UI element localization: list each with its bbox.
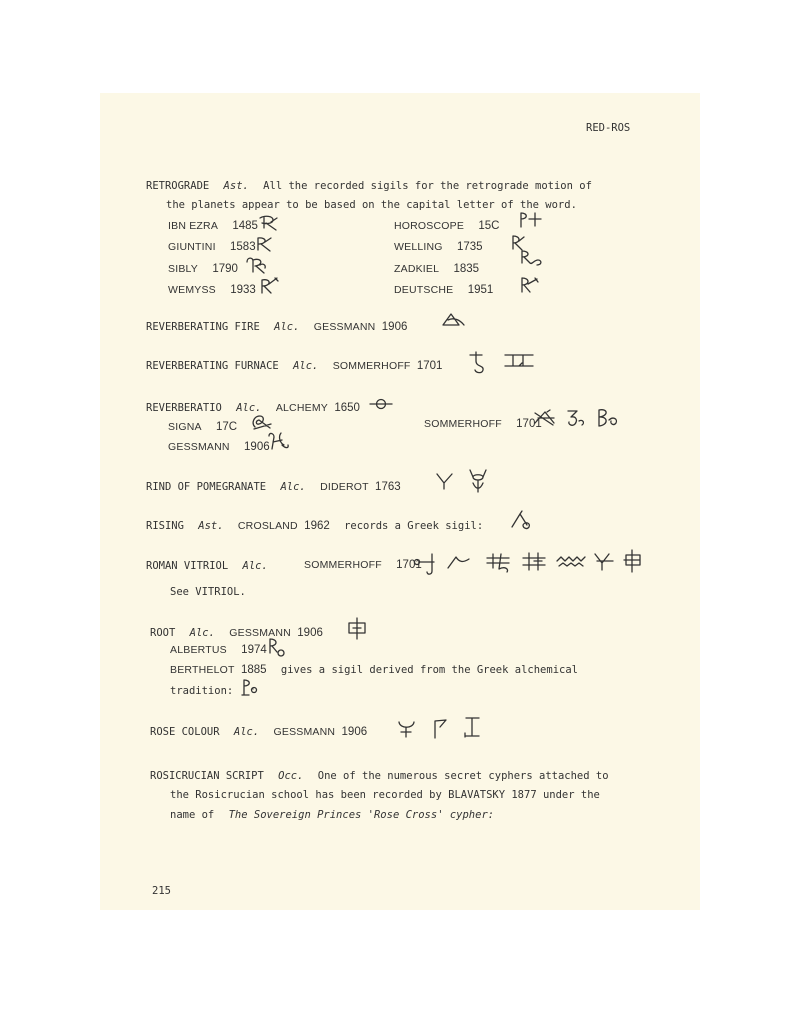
- root-sigil-berthelot: [239, 677, 261, 699]
- see-also: See VITRIOL.: [170, 586, 246, 598]
- retrograde-sigil-ibn-ezra: [257, 214, 281, 232]
- entry-term: RETROGRADE: [146, 180, 210, 192]
- entry-rose-colour: ROSE COLOUR Alc. GESSMANN 1906: [150, 726, 368, 738]
- source-line: ALBERTUS 1974: [170, 644, 267, 656]
- entry-root: ROOT Alc. GESSMANN 1906: [150, 627, 323, 639]
- roman-vitriol-sigil-7: [621, 548, 645, 576]
- reverberatio-sigil-signa: [250, 413, 274, 431]
- roman-vitriol-sigil-1: [412, 551, 440, 577]
- entry-rosicrucian-script: [150, 770, 609, 782]
- entry-class: Alc.: [274, 321, 300, 333]
- entry-class: Ast.: [223, 180, 249, 192]
- entry-class: Alc.: [280, 481, 306, 493]
- source-line: ZADKIEL 1835: [394, 263, 480, 275]
- source-line: WEMYSS 1933: [168, 284, 256, 296]
- entry-text-line: BERTHELOT 1885 gives a sigil derived from the Greek alchemical: [170, 664, 578, 676]
- entry-class: Alc.: [233, 726, 260, 738]
- roman-vitriol-sigil-4: [520, 551, 548, 573]
- book-page: [100, 93, 700, 910]
- retrograde-sigil-giuntini: [255, 235, 277, 253]
- roman-vitriol-sigil-5: [555, 553, 587, 571]
- reverberatio-sigil-alchemy: [368, 397, 394, 411]
- entry-text-cont: the Rosicrucian school has been recorded by BLAVATSKY 1877 under the: [170, 789, 600, 801]
- entry-retrograde: [146, 180, 592, 192]
- source-line: IBN EZRA 1485: [168, 220, 258, 232]
- entry-term: ROOT: [150, 627, 176, 639]
- entry-term: REVERBERATIO: [146, 402, 222, 414]
- entry-text: One of the numerous secret cyphers attached to: [317, 770, 609, 782]
- roman-vitriol-sigil-6: [592, 551, 616, 573]
- entry-term: RIND OF POMEGRANATE: [146, 481, 267, 493]
- source-line: WELLING 1735: [394, 241, 483, 253]
- entry-class: Occ.: [278, 770, 304, 782]
- entry-text-cont: the planets appear to be based on the capital letter of the word.: [166, 199, 577, 211]
- rising-sigil-greek: [509, 509, 535, 533]
- source-line: GIUNTINI 1583: [168, 241, 256, 253]
- retrograde-sigil-horoscope: [518, 210, 544, 230]
- reverberating-furnace-sigil-saturn: [466, 351, 492, 377]
- entry-rising: RISING Ast. CROSLAND 1962 records a Greek sigil:: [146, 520, 484, 532]
- page-number: 215: [152, 885, 171, 897]
- retrograde-sigil-sibly: [244, 256, 272, 276]
- reverberatio-sigil-gessmann: [265, 431, 291, 453]
- rind-sigil-1: [434, 471, 456, 491]
- entry-text-cont: name of The Sovereign Princes 'Rose Cross' cypher:: [170, 809, 495, 821]
- entry-term: ROSICRUCIAN SCRIPT: [150, 770, 264, 782]
- roman-vitriol-sigil-2: [446, 553, 472, 571]
- source-line: SOMMERHOFF 1701: [304, 559, 422, 571]
- entry-class: Alc.: [242, 560, 268, 572]
- root-sigil-gessmann: [346, 616, 368, 642]
- source-line: HOROSCOPE 15C: [394, 220, 500, 232]
- entry-term: REVERBERATING FIRE: [146, 321, 260, 333]
- cypher-title: The Sovereign Princes 'Rose Cross' cypher:: [228, 809, 495, 821]
- root-sigil-albertus: [266, 636, 288, 658]
- entry-term: ROMAN VITRIOL: [146, 560, 229, 572]
- rose-colour-sigil-2: [430, 717, 450, 741]
- entry-text-cont: tradition:: [170, 685, 234, 697]
- retrograde-sigil-zadkiel: [518, 248, 546, 270]
- entry-reverberatio: REVERBERATIO Alc. ALCHEMY 1650: [146, 402, 360, 414]
- entry-reverberating-furnace: REVERBERATING FURNACE Alc. SOMMERHOFF 1701: [146, 360, 443, 372]
- running-header: RED-ROS: [586, 122, 631, 134]
- source-line: GESSMANN 1906: [168, 441, 270, 453]
- reverberatio-sigil-sommerhoff-3: [594, 406, 622, 430]
- reverberatio-sigil-sommerhoff-1: [532, 409, 558, 427]
- entry-class: Alc.: [293, 360, 319, 372]
- entry-rind-of-pomegranate: RIND OF POMEGRANATE Alc. DIDEROT 1763: [146, 481, 401, 493]
- entry-class: Alc.: [189, 627, 215, 639]
- source-line: DEUTSCHE 1951: [394, 284, 494, 296]
- entry-text: records a Greek sigil:: [344, 520, 484, 532]
- retrograde-sigil-deutsche: [519, 275, 541, 295]
- source-line: SOMMERHOFF 1701: [424, 418, 542, 430]
- entry-reverberating-fire: REVERBERATING FIRE Alc. GESSMANN 1906: [146, 321, 408, 333]
- entry-roman-vitriol: [146, 560, 268, 572]
- source-line: SIGNA 17C: [168, 421, 238, 433]
- entry-class: Alc.: [236, 402, 262, 414]
- roman-vitriol-sigil-3: [483, 551, 513, 575]
- entry-class: Ast.: [198, 520, 224, 532]
- entry-text: All the recorded sigils for the retrograde motion of: [263, 180, 592, 192]
- retrograde-sigil-wemyss: [258, 276, 282, 296]
- rose-colour-sigil-3: [462, 715, 482, 741]
- source-line: SIBLY 1790: [168, 263, 238, 275]
- reverberating-furnace-sigil-bars: [502, 351, 536, 369]
- reverberatio-sigil-sommerhoff-2: [565, 407, 587, 429]
- rind-sigil-2: [466, 467, 492, 495]
- entry-term: ROSE COLOUR: [150, 726, 220, 738]
- entry-term: REVERBERATING FURNACE: [146, 360, 279, 372]
- reverberating-fire-sigil: [440, 311, 468, 329]
- rose-colour-sigil-1: [396, 718, 418, 740]
- entry-term: RISING: [146, 520, 184, 532]
